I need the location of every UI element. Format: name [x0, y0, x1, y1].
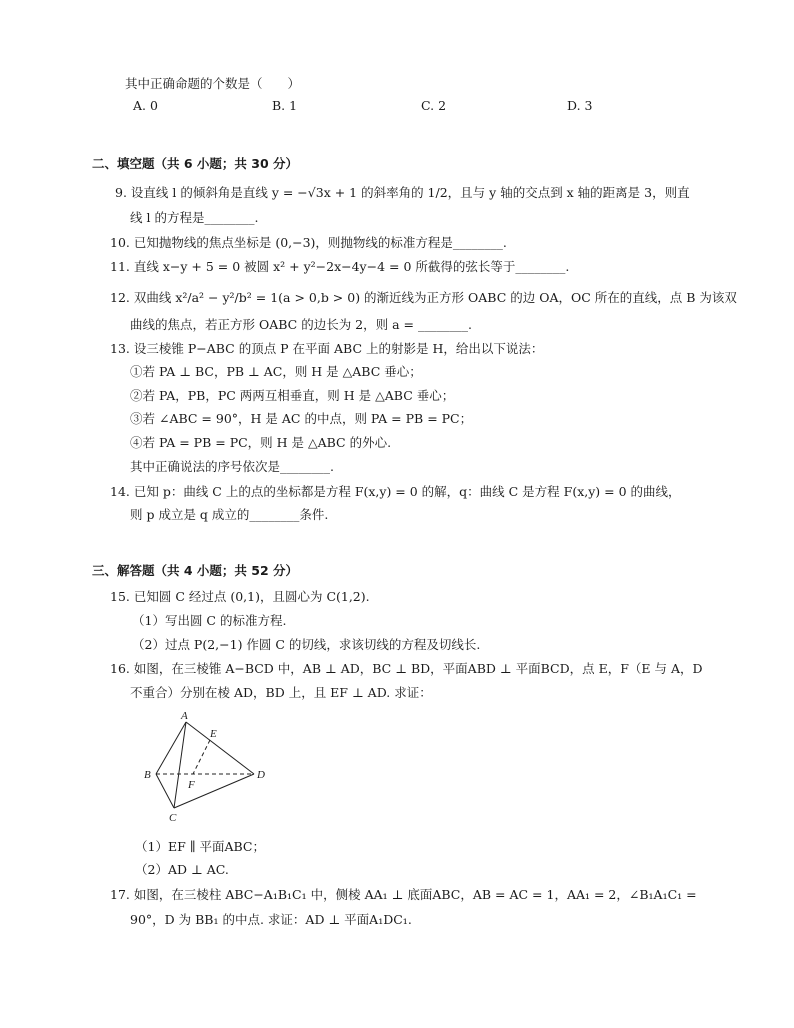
label-a: A — [181, 710, 188, 722]
q16-part2: （2）AD ⊥ AC. — [135, 862, 229, 877]
edge-bc — [156, 774, 174, 808]
label-e: E — [210, 728, 217, 740]
q14-line1: 14. 已知 p：曲线 C 上的点的坐标都是方程 F(x,y) = 0 的解，q：曲线 C 是方程 F(x,y) = 0 的曲线， — [110, 484, 681, 499]
q12-line2: 曲线的焦点，若正方形 OABC 的边长为 2，则 a = ________. — [130, 317, 472, 332]
option-c: C. 2 — [421, 98, 447, 113]
q9-line2: 线 l 的方程是________. — [130, 210, 259, 225]
edge-ab — [156, 722, 186, 774]
q13-item1: ①若 PA ⊥ BC，PB ⊥ AC，则 H 是 △ABC 垂心； — [130, 364, 422, 379]
section-2-title: 二、填空题（共 6 小题；共 30 分） — [92, 156, 299, 171]
option-a: A. 0 — [133, 98, 158, 113]
q13-item4: ④若 PA = PB = PC，则 H 是 △ABC 的外心. — [130, 435, 392, 450]
q13-item2: ②若 PA，PB，PC 两两互相垂直，则 H 是 △ABC 垂心； — [130, 388, 455, 403]
q15-part2: （2）过点 P(2,−1) 作圆 C 的切线，求该切线的方程及切线长. — [132, 637, 481, 652]
option-b: B. 1 — [272, 98, 298, 113]
label-c: C — [169, 812, 177, 824]
segment-ef — [193, 740, 210, 774]
edge-cd — [174, 774, 254, 808]
q17-line1: 17. 如图，在三棱柱 ABC−A₁B₁C₁ 中，侧棱 AA₁ ⊥ 底面ABC，AB = AC = 1，AA₁ = 2，∠B₁A₁C₁ = — [110, 887, 697, 902]
q15-part1: （1）写出圆 C 的标准方程. — [132, 613, 287, 628]
q13-line2: 其中正确说法的序号依次是________. — [130, 459, 334, 474]
q13-line1: 13. 设三棱锥 P−ABC 的顶点 P 在平面 ABC 上的射影是 H，给出以下说法： — [110, 341, 544, 356]
label-f: F — [188, 779, 195, 791]
label-d: D — [257, 769, 265, 781]
edge-ac — [174, 722, 186, 808]
q16-line1: 16. 如图，在三棱锥 A−BCD 中，AB ⊥ AD，BC ⊥ BD，平面ABD ⊥ 平面BCD，点 E，F（E 与 A，D — [110, 661, 703, 676]
q15-line1: 15. 已知圆 C 经过点 (0,1)，且圆心为 C(1,2). — [110, 589, 370, 604]
q12-line1: 12. 双曲线 x²/a² − y²/b² = 1(a > 0,b > 0) 的渐近线为正方形 OABC 的边 OA，OC 所在的直线，点 B 为该双 — [110, 290, 737, 305]
q14-line2: 则 p 成立是 q 成立的________条件. — [130, 507, 329, 522]
q11: 11. 直线 x−y + 5 = 0 被圆 x² + y²−2x−4y−4 = 0 所截得的弦长等于________. — [110, 259, 570, 274]
q16-line2: 不重合）分别在棱 AD，BD 上，且 EF ⊥ AD. 求证： — [130, 685, 432, 700]
q13-item3: ③若 ∠ABC = 90°，H 是 AC 的中点，则 PA = PB = PC； — [130, 411, 473, 426]
prev-question-stem: 其中正确命题的个数是（ ） — [125, 76, 301, 91]
q9-line1: 9. 设直线 l 的倾斜角是直线 y = −√3x + 1 的斜率角的 1/2，且与 y 轴的交点到 x 轴的距离是 3，则直 — [115, 185, 690, 200]
q10: 10. 已知抛物线的焦点坐标是 (0,−3)，则抛物线的标准方程是________. — [110, 235, 507, 250]
label-b: B — [144, 769, 151, 781]
option-d: D. 3 — [567, 98, 593, 113]
q16-part1: （1）EF ∥ 平面ABC； — [135, 839, 265, 854]
tetrahedron-figure — [138, 710, 268, 825]
section-3-title: 三、解答题（共 4 小题；共 52 分） — [92, 563, 299, 578]
edge-ad — [186, 722, 254, 774]
q17-line2: 90°，D 为 BB₁ 的中点. 求证：AD ⊥ 平面A₁DC₁. — [130, 912, 412, 927]
